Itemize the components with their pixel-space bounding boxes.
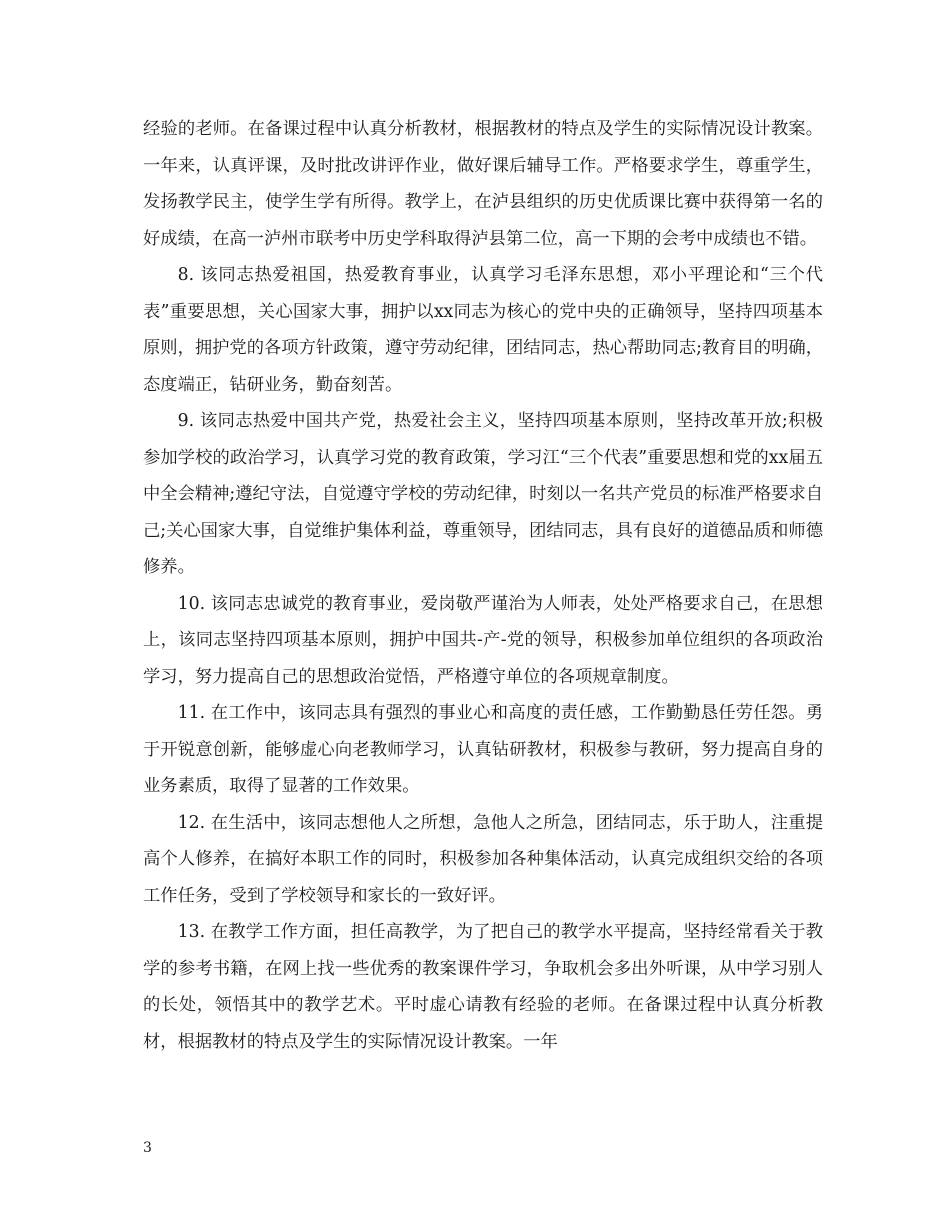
paragraph-item-8: 8. 该同志热爱祖国，热爱教育事业，认真学习毛泽东思想，邓小平理论和“三个代表”重要思想，关心国家大事，拥护以xx同志为核心的党中央的正确领导，坚持四项基本原则，拥护党的各项方针政策，遵守劳动纪律，团结同志，热心帮助同志;教育目的明确，态度端正，钻研业务，勤奋刻苦。 [143,265,823,395]
page-number: 3 [143,1140,152,1156]
paragraph-item-9: 9. 该同志热爱中国共产党，热爱社会主义，坚持四项基本原则，坚持改革开放;积极参加学校的政治学习，认真学习党的教育政策，学习江“三个代表”重要思想和党的xx届五中全会精神;遵纪守法，自觉遵守学校的劳动纪律，时刻以一名共产党员的标准严格要求自己;关心国家大事，自觉维护集体利益，尊重领导，团结同志，具有良好的道德品质和师德修养。 [143,411,823,577]
paragraph-item-10: 10. 该同志忠诚党的教育事业，爱岗敬严谨治为人师表，处处严格要求自己，在思想上，该同志坚持四项基本原则，拥护中国共-产-党的领导，积极参加单位组织的各项政治学习，努力提高自己的思想政治觉悟，严格遵守单位的各项规章制度。 [143,593,823,687]
paragraph-continuation: 经验的老师。在备课过程中认真分析教材，根据教材的特点及学生的实际情况设计教案。一年来，认真评课，及时批改讲评作业，做好课后辅导工作。严格要求学生，尊重学生，发扬教学民主，使学生学有所得。教学上，在泸县组织的历史优质课比赛中获得第一名的好成绩，在高一泸州市联考中历史学科取得泸县第二位，高一下期的会考中成绩也不错。 [143,119,823,249]
paragraph-item-11: 11. 在工作中，该同志具有强烈的事业心和高度的责任感，工作勤勤恳任劳任怨。勇于开锐意创新，能够虚心向老教师学习，认真钻研教材，积极参与教研，努力提高自身的业务素质，取得了显著的工作效果。 [143,703,823,796]
paragraph-item-12: 12. 在生活中，该同志想他人之所想，急他人之所急，团结同志，乐于助人，注重提高个人修养，在搞好本职工作的同时，积极参加各种集体活动，认真完成组织交给的各项工作任务，受到了学校领导和家长的一致好评。 [143,812,823,906]
body-text [143,111,823,1060]
paragraph-item-13: 13. 在教学工作方面，担任高教学，为了把自己的教学水平提高，坚持经常看关于教学的参考书籍，在网上找一些优秀的教案课件学习，争取机会多出外听课，从中学习别人的长处，领悟其中的教学艺术。平时虚心请教有经验的老师。在备课过程中认真分析教材，根据教材的特点及学生的实际情况设计教案。一年 [143,922,823,1052]
